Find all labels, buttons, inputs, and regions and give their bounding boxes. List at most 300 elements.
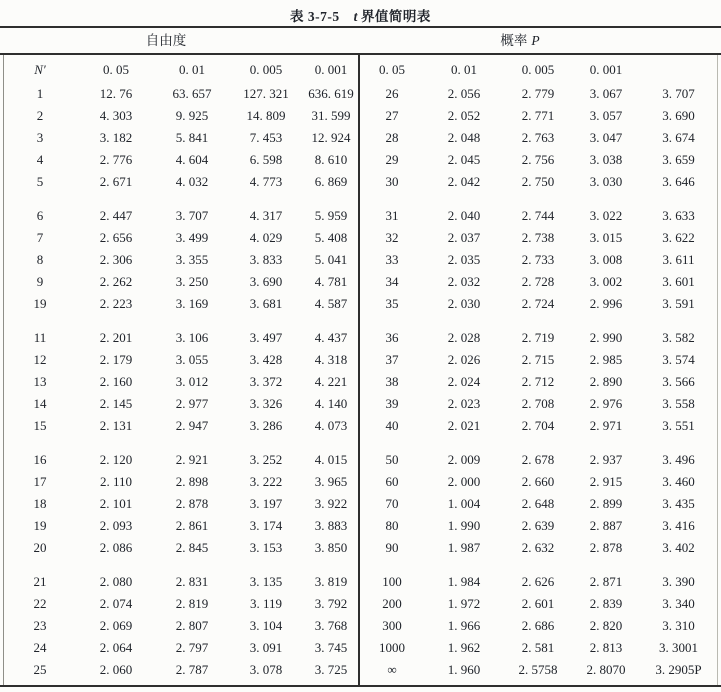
value-cell: 2. 030 (447, 296, 481, 311)
value-cell: 2. 052 (447, 108, 481, 123)
value-cell: 636. 619 (308, 86, 354, 101)
value-cell: 2. 032 (447, 274, 481, 289)
value-cell: 3. 015 (589, 230, 623, 245)
value-cell: 2. 719 (521, 330, 555, 345)
value-cell: 7. 453 (249, 130, 283, 145)
value-cell: 2. 8070 (586, 662, 626, 677)
value-cell: 2. 581 (521, 640, 555, 655)
value-cell: 2. 708 (521, 396, 555, 411)
table-row (4, 349, 358, 371)
value-cell: 3. 690 (662, 108, 695, 123)
value-cell: 3. 922 (314, 496, 348, 511)
value-cell: 2. 080 (99, 574, 133, 589)
row-label: 300 (382, 618, 402, 633)
value-cell: 2. 000 (447, 474, 481, 489)
table-title-text: 界值简明表 (360, 9, 431, 24)
value-cell: 2. 639 (521, 518, 555, 533)
table-row (4, 393, 358, 415)
row-label: 50 (385, 452, 399, 467)
row-label: 29 (385, 152, 399, 167)
value-cell: 2. 656 (99, 230, 133, 245)
value-cell: 2. 861 (175, 518, 209, 533)
value-cell: 2. 971 (589, 418, 623, 433)
row-label: 24 (33, 640, 47, 655)
value-cell: 4. 221 (314, 374, 348, 389)
value-cell: 3. 067 (589, 86, 623, 101)
row-label: 90 (385, 540, 399, 555)
value-cell: 3. 558 (662, 396, 695, 411)
value-cell: 2. 899 (589, 496, 623, 511)
value-cell: 2. 937 (589, 452, 623, 467)
column-header: 0. 01 (179, 62, 205, 77)
value-cell: 2. 839 (589, 596, 623, 611)
row-label: 37 (385, 352, 399, 367)
value-cell: 1. 972 (447, 596, 481, 611)
value-cell: 2. 985 (589, 352, 623, 367)
value-cell: 127. 321 (243, 86, 289, 101)
value-cell: 3. 566 (662, 374, 695, 389)
table-row (4, 593, 358, 615)
value-cell: 4. 029 (249, 230, 283, 245)
value-cell: 3. 674 (662, 130, 695, 145)
value-cell: 2. 024 (447, 374, 481, 389)
row-label: 3 (36, 130, 44, 145)
value-cell: 2. 648 (521, 496, 555, 511)
table-row (4, 249, 358, 271)
row-label: 38 (385, 374, 399, 389)
value-cell: 4. 437 (314, 330, 348, 345)
row-label: 40 (385, 418, 399, 433)
value-cell: 12. 924 (311, 130, 351, 145)
table-row (360, 293, 717, 315)
value-cell: 2. 750 (521, 174, 555, 189)
table-row (360, 83, 717, 105)
value-cell: 3. 008 (589, 252, 623, 267)
value-cell: 4. 015 (314, 452, 348, 467)
value-cell: 3. 707 (175, 208, 209, 223)
value-cell: 2. 626 (521, 574, 555, 589)
row-label: 36 (385, 330, 399, 345)
value-cell: 3. 428 (249, 352, 283, 367)
value-cell: 2. 724 (521, 296, 555, 311)
table-row (4, 83, 358, 105)
t-statistic-symbol: t (353, 9, 358, 24)
value-cell: 3. 435 (662, 496, 695, 511)
probability-label: 概率 (500, 33, 528, 48)
value-cell: 3. 222 (249, 474, 283, 489)
value-cell: 4. 032 (175, 174, 209, 189)
table-row (360, 227, 717, 249)
value-cell: 2. 5758 (518, 662, 558, 677)
row-label: 19 (33, 518, 47, 533)
row-label: 7 (36, 230, 44, 245)
row-label: 2 (36, 108, 44, 123)
table-row (360, 515, 717, 537)
value-cell: 63. 657 (172, 86, 212, 101)
value-cell: 3. 022 (589, 208, 623, 223)
value-cell: 3. 622 (662, 230, 695, 245)
value-cell: 3. 135 (249, 574, 283, 589)
table-row (360, 415, 717, 437)
value-cell: 2. 921 (175, 452, 209, 467)
probability-symbol: P (531, 33, 540, 48)
value-cell: 2. 771 (521, 108, 555, 123)
value-cell: 2. 110 (99, 474, 133, 489)
row-label: 15 (33, 418, 47, 433)
value-cell: 2. 447 (99, 208, 133, 223)
value-cell: 3. 252 (249, 452, 283, 467)
value-cell: 4. 073 (314, 418, 348, 433)
value-cell: 2. 787 (175, 662, 209, 677)
value-cell: 2. 160 (99, 374, 133, 389)
value-cell: 2. 990 (589, 330, 623, 345)
table-row (360, 593, 717, 615)
column-header: 0. 001 (589, 62, 623, 77)
row-label: 26 (385, 86, 399, 101)
value-cell: 3. 792 (314, 596, 348, 611)
value-cell: 2. 776 (99, 152, 133, 167)
value-cell: 4. 587 (314, 296, 348, 311)
table-row (4, 471, 358, 493)
value-cell: 4. 773 (249, 174, 283, 189)
value-cell: 3. 965 (314, 474, 348, 489)
value-cell: 4. 318 (314, 352, 348, 367)
value-cell: 2. 023 (447, 396, 481, 411)
value-cell: 2. 601 (521, 596, 555, 611)
value-cell: 2. 878 (589, 540, 623, 555)
table-row (4, 637, 358, 659)
value-cell: 2. 201 (99, 330, 133, 345)
value-cell: 3. 310 (662, 618, 695, 633)
row-label: 60 (385, 474, 399, 489)
row-label: 8 (36, 252, 44, 267)
table-row (4, 149, 358, 171)
table-row (4, 293, 358, 315)
row-label: 27 (385, 108, 399, 123)
table-row (4, 327, 358, 349)
value-cell: 2. 093 (99, 518, 133, 533)
value-cell: 4. 303 (99, 108, 133, 123)
row-label: 31 (385, 208, 399, 223)
table-row (360, 349, 717, 371)
value-cell: 2. 871 (589, 574, 623, 589)
row-label: 33 (385, 252, 399, 267)
value-cell: 2. 086 (99, 540, 133, 555)
value-cell: 2. 009 (447, 452, 481, 467)
value-cell: 6. 869 (314, 174, 348, 189)
column-header-row (360, 57, 717, 83)
value-cell: 4. 781 (314, 274, 348, 289)
table-row (4, 493, 358, 515)
value-cell: 3. 091 (249, 640, 283, 655)
value-cell: 2. 064 (99, 640, 133, 655)
value-cell: 2. 060 (99, 662, 133, 677)
table-row (4, 105, 358, 127)
value-cell: 31. 599 (311, 108, 351, 123)
value-cell: 3. 106 (175, 330, 209, 345)
right-half-table (360, 55, 717, 685)
table-row (360, 571, 717, 593)
value-cell: 3. 326 (249, 396, 283, 411)
value-cell: 2. 037 (447, 230, 481, 245)
table-row (360, 205, 717, 227)
column-header: 0. 005 (521, 62, 555, 77)
value-cell: 3. 030 (589, 174, 623, 189)
value-cell: 3. 104 (249, 618, 283, 633)
row-label: 1 (36, 86, 44, 101)
value-cell: 2. 947 (175, 418, 209, 433)
row-label: 17 (33, 474, 47, 489)
value-cell: 2. 898 (175, 474, 209, 489)
value-cell: 2. 028 (447, 330, 481, 345)
value-cell: 2. 763 (521, 130, 555, 145)
value-cell: 2. 021 (447, 418, 481, 433)
value-cell: 3. 038 (589, 152, 623, 167)
value-cell: 2. 145 (99, 396, 133, 411)
table-row (360, 393, 717, 415)
value-cell: 4. 604 (175, 152, 209, 167)
value-cell: 1. 004 (447, 496, 481, 511)
value-cell: 3. 611 (662, 252, 695, 267)
column-header: 0. 05 (103, 62, 129, 77)
value-cell: 2. 728 (521, 274, 555, 289)
value-cell: 3. 601 (662, 274, 695, 289)
value-cell: 2. 878 (175, 496, 209, 511)
value-cell: 3. 372 (249, 374, 283, 389)
value-cell: 3. 574 (662, 352, 695, 367)
table-row (4, 515, 358, 537)
value-cell: 2. 040 (447, 208, 481, 223)
row-label: 9 (36, 274, 44, 289)
value-cell: 3. 646 (662, 174, 695, 189)
value-cell: 2. 890 (589, 374, 623, 389)
value-cell: 3. 340 (662, 596, 695, 611)
value-cell: 2. 686 (521, 618, 555, 633)
row-label: 100 (382, 574, 402, 589)
value-cell: 2. 738 (521, 230, 555, 245)
value-cell: 2. 744 (521, 208, 555, 223)
value-cell: 3. 883 (314, 518, 348, 533)
value-cell: 1. 966 (447, 618, 481, 633)
table-row (360, 271, 717, 293)
row-label: 28 (385, 130, 399, 145)
value-cell: 3. 460 (662, 474, 695, 489)
value-cell: 2. 807 (175, 618, 209, 633)
value-cell: 2. 035 (447, 252, 481, 267)
column-header: 0. 01 (451, 62, 477, 77)
value-cell: 2. 045 (447, 152, 481, 167)
group-gap (4, 193, 358, 205)
row-label: 70 (385, 496, 399, 511)
value-cell: 3. 174 (249, 518, 283, 533)
value-cell: 3. 355 (175, 252, 209, 267)
row-label: 1000 (379, 640, 405, 655)
value-cell: 3. 819 (314, 574, 348, 589)
row-label: 34 (385, 274, 399, 289)
value-cell: 2. 671 (99, 174, 133, 189)
column-header: 0. 005 (249, 62, 283, 77)
table-row (360, 493, 717, 515)
row-label: 200 (382, 596, 402, 611)
value-cell: 3. 707 (662, 86, 695, 101)
value-cell: 9. 925 (175, 108, 209, 123)
row-label: 80 (385, 518, 399, 533)
value-cell: 3. 3001 (659, 640, 698, 655)
value-cell: 3. 182 (99, 130, 133, 145)
value-cell: 2. 042 (447, 174, 481, 189)
left-half-table (4, 55, 360, 685)
row-label: 5 (36, 174, 44, 189)
value-cell: 3. 850 (314, 540, 348, 555)
value-cell: 3. 416 (662, 518, 695, 533)
value-cell: 2. 026 (447, 352, 481, 367)
table-row (4, 415, 358, 437)
row-label: 20 (33, 540, 47, 555)
group-gap (360, 315, 717, 327)
value-cell: 2. 131 (99, 418, 133, 433)
value-cell: 2. 715 (521, 352, 555, 367)
table-row (360, 637, 717, 659)
row-label: 19 (33, 296, 47, 311)
row-label: 12 (33, 352, 47, 367)
table-row (360, 449, 717, 471)
value-cell: 3. 496 (662, 452, 695, 467)
value-cell: 2. 779 (521, 86, 555, 101)
value-cell: 2. 976 (589, 396, 623, 411)
top-rule (0, 26, 721, 28)
value-cell: 3. 057 (589, 108, 623, 123)
value-cell: 3. 119 (249, 596, 283, 611)
row-label: 6 (36, 208, 44, 223)
value-cell: 1. 990 (447, 518, 481, 533)
row-label: 4 (36, 152, 44, 167)
value-cell: 3. 390 (662, 574, 695, 589)
value-cell: 2. 915 (589, 474, 623, 489)
row-label: 32 (385, 230, 399, 245)
value-cell: 3. 2905P (655, 662, 702, 677)
value-cell: 3. 286 (249, 418, 283, 433)
value-cell: 1. 962 (447, 640, 481, 655)
value-cell: 2. 797 (175, 640, 209, 655)
table-row (360, 471, 717, 493)
value-cell: 5. 408 (314, 230, 348, 245)
value-cell: 1. 987 (447, 540, 481, 555)
row-label: ∞ (387, 662, 397, 677)
table-row (360, 615, 717, 637)
table-row (360, 327, 717, 349)
value-cell: 3. 402 (662, 540, 695, 555)
value-cell: 2. 056 (447, 86, 481, 101)
value-cell: 3. 768 (314, 618, 348, 633)
value-cell: 5. 841 (175, 130, 209, 145)
row-label: 13 (33, 374, 47, 389)
table-row (360, 149, 717, 171)
value-cell: 3. 153 (249, 540, 283, 555)
row-label: 35 (385, 296, 399, 311)
value-cell: 1. 984 (447, 574, 481, 589)
value-cell: 1. 960 (447, 662, 481, 677)
value-cell: 2. 831 (175, 574, 209, 589)
value-cell: 3. 047 (589, 130, 623, 145)
value-cell: 2. 120 (99, 452, 133, 467)
value-cell: 3. 078 (249, 662, 283, 677)
value-cell: 3. 745 (314, 640, 348, 655)
table-row (4, 171, 358, 193)
value-cell: 5. 041 (314, 252, 348, 267)
value-cell: 2. 632 (521, 540, 555, 555)
table-row (4, 371, 358, 393)
group-gap (4, 315, 358, 327)
value-cell: 3. 725 (314, 662, 348, 677)
row-label: 21 (33, 574, 47, 589)
value-cell: 2. 996 (589, 296, 623, 311)
value-cell: 2. 820 (589, 618, 623, 633)
table-row (360, 127, 717, 149)
row-label: 11 (33, 330, 47, 345)
column-header: N′ (34, 62, 46, 77)
value-cell: 3. 055 (175, 352, 209, 367)
value-cell: 2. 074 (99, 596, 133, 611)
value-cell: 2. 704 (521, 418, 555, 433)
group-gap (360, 193, 717, 205)
table-row (4, 205, 358, 227)
value-cell: 3. 497 (249, 330, 283, 345)
value-cell: 3. 690 (249, 274, 283, 289)
table-row (360, 537, 717, 559)
value-cell: 2. 660 (521, 474, 555, 489)
value-cell: 4. 317 (249, 208, 283, 223)
bottom-rule (0, 685, 721, 687)
value-cell: 8. 610 (314, 152, 348, 167)
row-label: 30 (385, 174, 399, 189)
table-row (4, 127, 358, 149)
value-cell: 4. 140 (314, 396, 348, 411)
value-cell: 2. 887 (589, 518, 623, 533)
row-label: 14 (33, 396, 47, 411)
value-cell: 3. 681 (249, 296, 283, 311)
value-cell: 2. 756 (521, 152, 555, 167)
table-row (360, 659, 717, 681)
value-cell: 3. 551 (662, 418, 695, 433)
row-label: 39 (385, 396, 399, 411)
table-row (4, 227, 358, 249)
value-cell: 2. 069 (99, 618, 133, 633)
value-cell: 5. 959 (314, 208, 348, 223)
row-label: 25 (33, 662, 47, 677)
value-cell: 2. 678 (521, 452, 555, 467)
table-row (360, 371, 717, 393)
value-cell: 2. 101 (99, 496, 133, 511)
row-label: 18 (33, 496, 47, 511)
value-cell: 2. 733 (521, 252, 555, 267)
value-cell: 3. 582 (662, 330, 695, 345)
group-gap (4, 437, 358, 449)
value-cell: 2. 262 (99, 274, 133, 289)
row-label: 16 (33, 452, 47, 467)
value-cell: 2. 179 (99, 352, 133, 367)
column-header: 0. 001 (314, 62, 348, 77)
row-label: 23 (33, 618, 47, 633)
value-cell: 3. 633 (662, 208, 695, 223)
value-cell: 2. 223 (99, 296, 133, 311)
table-number: 表 3-7-5 (290, 9, 340, 24)
value-cell: 3. 250 (175, 274, 209, 289)
table-row (4, 659, 358, 681)
table-row (4, 537, 358, 559)
value-cell: 12. 76 (99, 86, 133, 101)
group-gap (360, 559, 717, 571)
value-cell: 3. 169 (175, 296, 209, 311)
